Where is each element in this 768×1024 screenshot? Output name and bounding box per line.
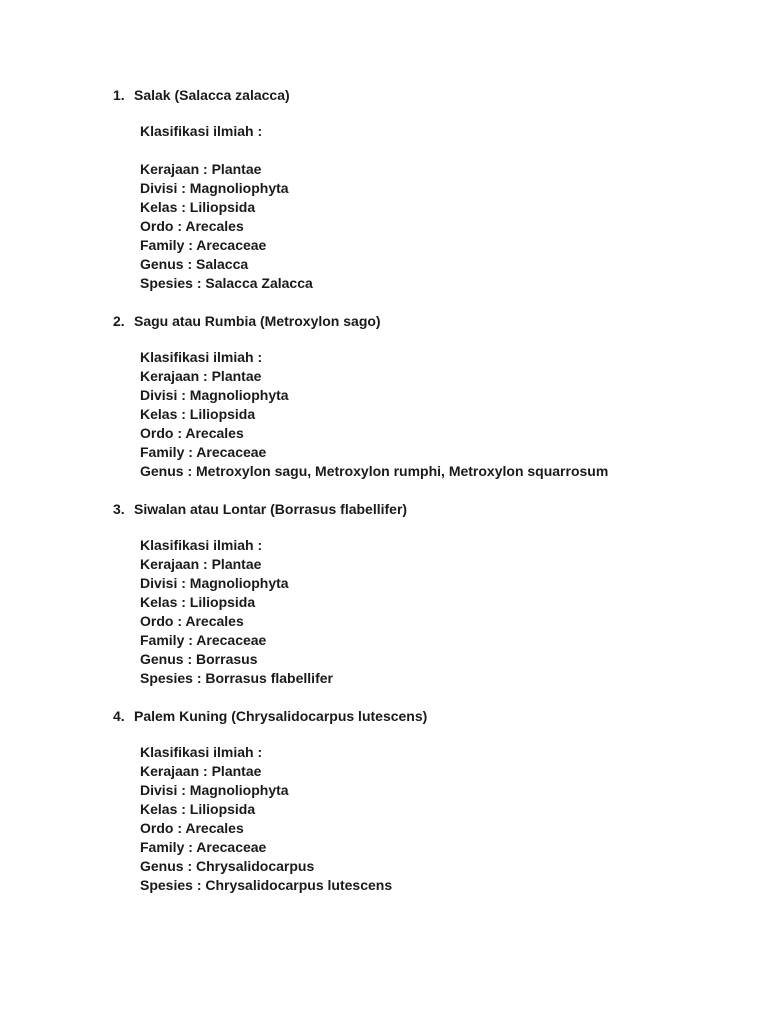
section-title-row <box>113 500 708 519</box>
classification-lines <box>113 367 708 481</box>
classification-line: Divisi : Magnoliophyta <box>140 575 289 591</box>
classification-line: Family : Arecaceae <box>140 444 267 460</box>
classification-line: Kerajaan : Plantae <box>140 763 262 779</box>
classification-line: Spesies : Borrasus flabellifer <box>140 670 333 686</box>
classification-line: Genus : Chrysalidocarpus <box>140 858 315 874</box>
classification-line: Kelas : Liliopsida <box>140 594 256 610</box>
classification-line: Family : Arecaceae <box>140 237 267 253</box>
classification-line: Divisi : Magnoliophyta <box>140 387 289 403</box>
classification-line: Family : Arecaceae <box>140 632 267 648</box>
classification-line: Kerajaan : Plantae <box>140 556 262 572</box>
section-title: Siwalan atau Lontar (Borrasus flabellifer) <box>134 501 408 517</box>
classification-lines <box>113 160 708 293</box>
classification-line: Genus : Borrasus <box>140 651 258 667</box>
plant-section <box>113 500 708 688</box>
classification-line: Kelas : Liliopsida <box>140 406 256 422</box>
classification-lines <box>113 555 708 688</box>
classification-lines <box>113 762 708 895</box>
section-title-row <box>113 86 708 105</box>
section-number: 4. <box>113 708 125 724</box>
plant-section <box>113 312 708 481</box>
section-number: 2. <box>113 313 125 329</box>
plant-section <box>113 86 708 293</box>
classification-line: Divisi : Magnoliophyta <box>140 180 289 196</box>
section-number: 1. <box>113 87 125 103</box>
classification-line: Kerajaan : Plantae <box>140 368 262 384</box>
classification-label: Klasifikasi ilmiah : <box>140 123 263 139</box>
classification-line: Ordo : Arecales <box>140 613 244 629</box>
section-title: Palem Kuning (Chrysalidocarpus lutescens) <box>134 708 428 724</box>
classification-line: Family : Arecaceae <box>140 839 267 855</box>
classification-line: Genus : Metroxylon sagu, Metroxylon rumphi, Metroxylon squarrosum <box>140 463 609 479</box>
section-title: Salak (Salacca zalacca) <box>134 87 290 103</box>
section-title-row <box>113 707 708 726</box>
classification-label: Klasifikasi ilmiah : <box>140 744 263 760</box>
classification-line: Spesies : Salacca Zalacca <box>140 275 313 291</box>
classification-label: Klasifikasi ilmiah : <box>140 349 263 365</box>
classification-line: Ordo : Arecales <box>140 425 244 441</box>
classification-line: Ordo : Arecales <box>140 820 244 836</box>
classification-line: Genus : Salacca <box>140 256 249 272</box>
classification-label: Klasifikasi ilmiah : <box>140 537 263 553</box>
classification-line: Kelas : Liliopsida <box>140 199 256 215</box>
classification-line: Kerajaan : Plantae <box>140 161 262 177</box>
section-number: 3. <box>113 501 125 517</box>
classification-line: Divisi : Magnoliophyta <box>140 782 289 798</box>
classification-line: Ordo : Arecales <box>140 218 244 234</box>
section-title: Sagu atau Rumbia (Metroxylon sago) <box>134 313 381 329</box>
classification-line: Spesies : Chrysalidocarpus lutescens <box>140 877 393 893</box>
section-title-row <box>113 312 708 331</box>
classification-line: Kelas : Liliopsida <box>140 801 256 817</box>
plant-section <box>113 707 708 895</box>
